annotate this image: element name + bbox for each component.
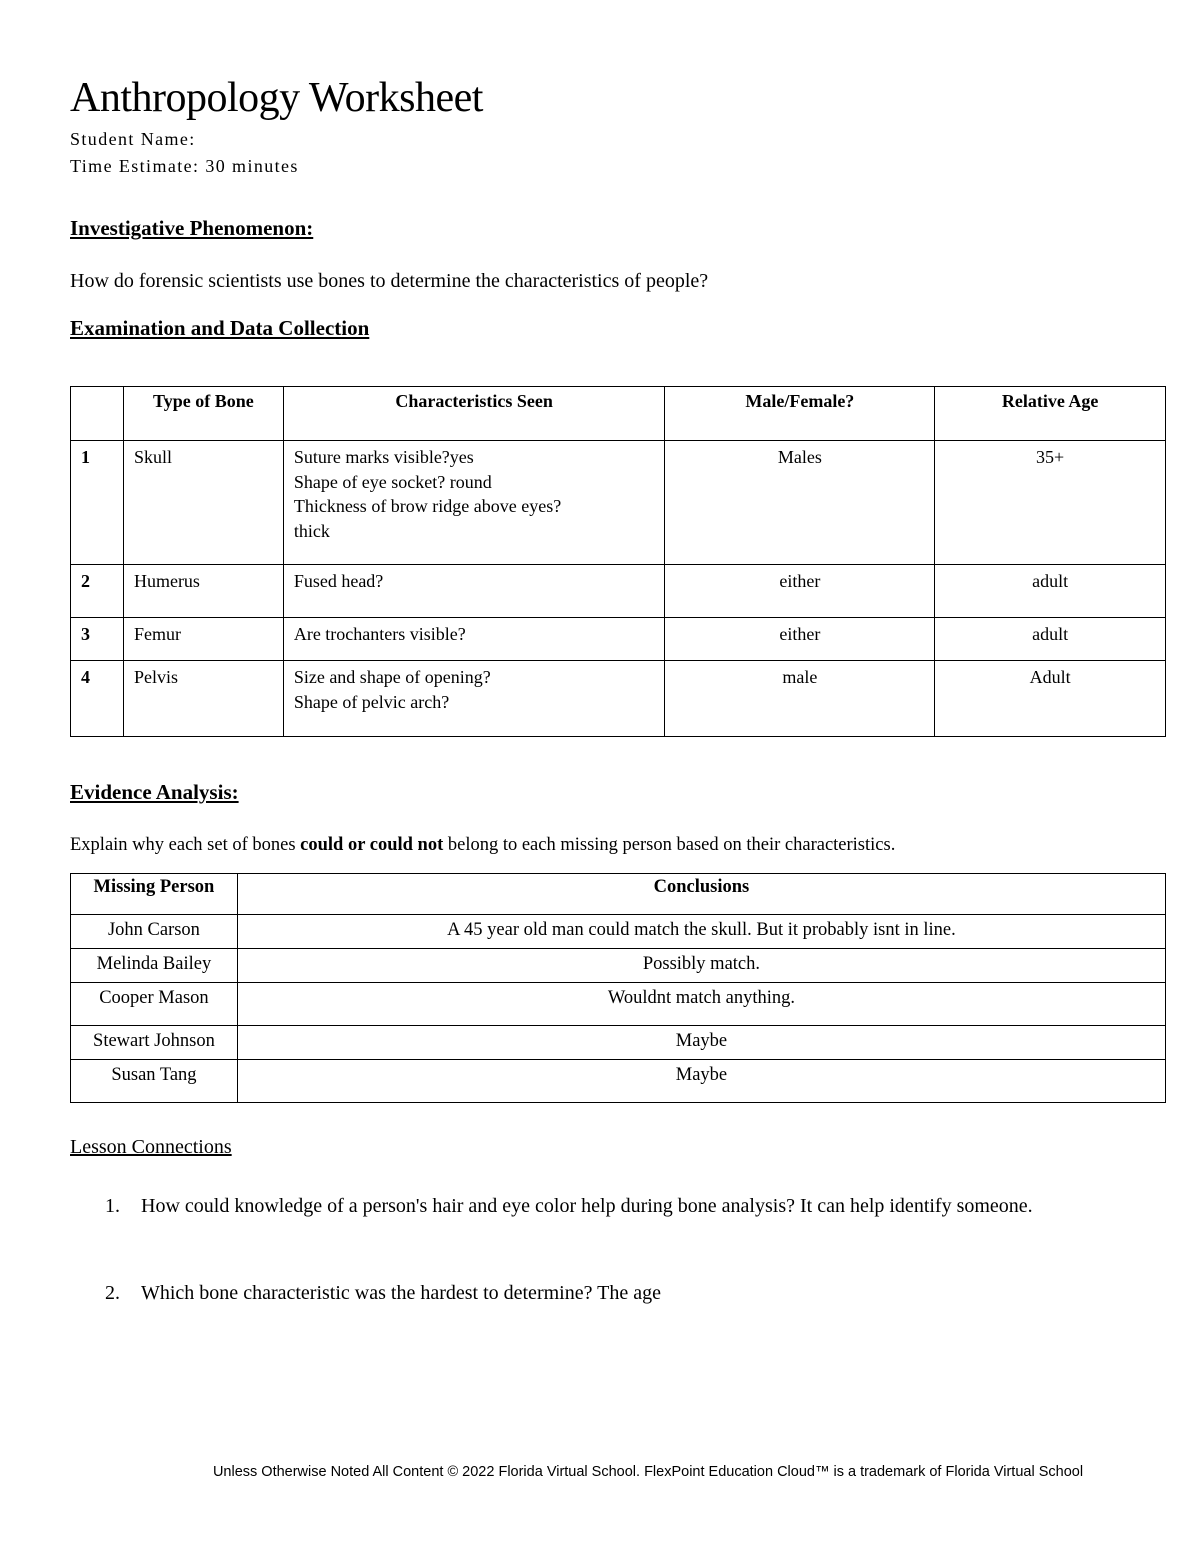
characteristic-line: thick <box>293 520 330 541</box>
row-number: 2 <box>71 565 124 618</box>
row-number: 3 <box>71 618 124 661</box>
table-row <box>71 441 1166 565</box>
list-text[interactable]: How could knowledge of a person's hair and eye color help during bone analysis? It can help identify someone. <box>141 1195 1033 1217</box>
conclusion-cell[interactable]: Possibly match. <box>237 949 1165 983</box>
sex-cell[interactable]: either <box>665 565 935 618</box>
list-item <box>105 1192 1115 1221</box>
conclusion-cell[interactable]: A 45 year old man could match the skull. But it probably isnt in line. <box>237 915 1165 949</box>
bone-type-cell[interactable]: Humerus <box>123 565 283 618</box>
characteristics-cell[interactable] <box>283 618 665 661</box>
characteristics-cell[interactable] <box>283 661 665 737</box>
person-cell: Melinda Bailey <box>71 949 238 983</box>
table-row <box>71 661 1166 737</box>
bone-type-cell[interactable]: Femur <box>123 618 283 661</box>
copyright-footer: Unless Otherwise Noted All Content © 2022 Florida Virtual School. FlexPoint Education Cloud™ is a trademark of Florida Virtual School <box>212 1464 1084 1480</box>
age-cell[interactable]: adult <box>935 565 1166 618</box>
column-header-conclusions: Conclusions <box>237 874 1165 915</box>
table-row <box>71 983 1166 1026</box>
person-cell: Susan Tang <box>71 1060 238 1103</box>
missing-person-table <box>70 873 1166 1103</box>
sex-cell[interactable]: male <box>665 661 935 737</box>
column-header-sex: Male/Female? <box>665 387 935 441</box>
characteristic-line: Are trochanters visible? <box>293 624 466 644</box>
characteristic-line: Shape of pelvic arch? <box>293 691 450 712</box>
person-cell: John Carson <box>71 915 238 949</box>
table-row <box>71 618 1166 661</box>
list-item <box>105 1279 1115 1308</box>
row-number: 4 <box>71 661 124 737</box>
row-number: 1 <box>71 441 124 565</box>
person-cell: Cooper Mason <box>71 983 238 1026</box>
age-cell[interactable]: 35+ <box>935 441 1166 565</box>
person-cell: Stewart Johnson <box>71 1026 238 1060</box>
evidence-heading: Evidence Analysis: <box>70 780 239 804</box>
table-row <box>71 1060 1166 1103</box>
table-row <box>71 915 1166 949</box>
sex-cell[interactable]: either <box>665 618 935 661</box>
sex-cell[interactable]: Males <box>665 441 935 565</box>
instruction-text: Explain why each set of bones <box>70 835 301 855</box>
lesson-connections-heading: Lesson Connections <box>70 1136 232 1158</box>
characteristic-line: Shape of eye socket? round <box>293 471 492 492</box>
list-number: 2. <box>105 1282 120 1304</box>
characteristic-line: Thickness of brow ridge above eyes? <box>293 496 562 516</box>
column-header-missing-person: Missing Person <box>71 874 238 915</box>
worksheet-title: Anthropology Worksheet <box>70 75 483 121</box>
examination-heading: Examination and Data Collection <box>70 316 370 340</box>
bone-type-cell[interactable]: Pelvis <box>123 661 283 737</box>
characteristic-line: Fused head? <box>293 571 384 591</box>
bone-type-cell[interactable]: Skull <box>123 441 283 565</box>
age-cell[interactable]: Adult <box>935 661 1166 737</box>
bone-data-table <box>70 386 1166 737</box>
column-header-number <box>71 387 124 441</box>
table-header-row <box>71 874 1166 915</box>
conclusion-cell[interactable]: Maybe <box>237 1060 1165 1103</box>
investigative-heading: Investigative Phenomenon: <box>70 216 314 240</box>
characteristic-line: Size and shape of opening? <box>293 667 491 687</box>
conclusion-cell[interactable]: Maybe <box>237 1026 1165 1060</box>
age-cell[interactable]: adult <box>935 618 1166 661</box>
characteristics-cell[interactable] <box>283 441 665 565</box>
student-name-label: Student Name: <box>70 129 196 149</box>
investigative-question: How do forensic scientists use bones to determine the characteristics of people? <box>70 270 709 292</box>
table-header-row <box>71 387 1166 441</box>
table-row <box>71 1026 1166 1060</box>
time-estimate: Time Estimate: 30 minutes <box>70 156 299 176</box>
table-row <box>71 565 1166 618</box>
characteristics-cell[interactable] <box>283 565 665 618</box>
instruction-text: belong to each missing person based on their characteristics. <box>443 835 896 855</box>
column-header-age: Relative Age <box>935 387 1166 441</box>
instruction-emphasis: could or could not <box>300 835 444 855</box>
table-row <box>71 949 1166 983</box>
characteristic-line: Suture marks visible?yes <box>293 447 474 467</box>
list-number: 1. <box>105 1195 120 1217</box>
column-header-bone-type: Type of Bone <box>123 387 283 441</box>
conclusion-cell[interactable]: Wouldnt match anything. <box>237 983 1165 1026</box>
evidence-instruction <box>70 831 895 859</box>
list-text[interactable]: Which bone characteristic was the hardest to determine? The age <box>141 1282 661 1304</box>
column-header-characteristics: Characteristics Seen <box>283 387 665 441</box>
